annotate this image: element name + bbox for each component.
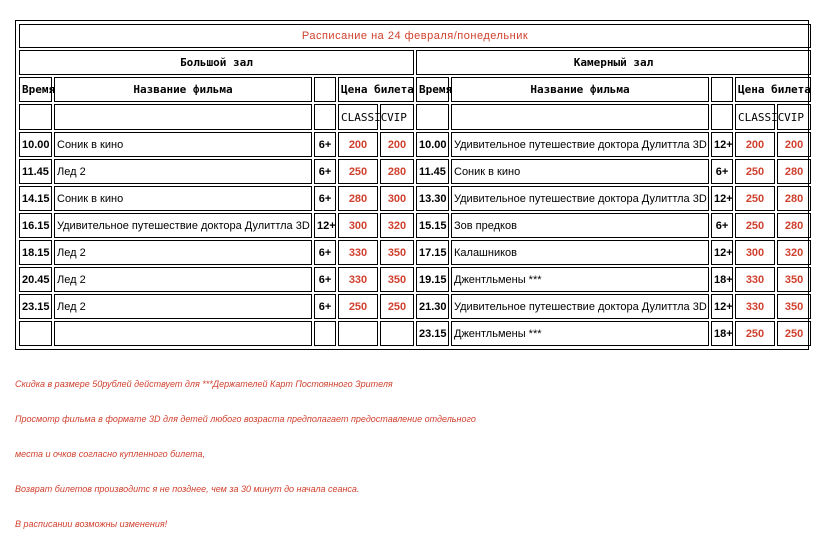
table-row xyxy=(19,321,811,346)
film-title: Калашников xyxy=(451,240,709,265)
price-vip: 280 xyxy=(777,159,811,184)
price-classic: 250 xyxy=(735,186,775,211)
note-text: места и очков согласно купленного билета, xyxy=(15,449,206,459)
price-classic: 250 xyxy=(338,294,378,319)
session-time: 10.00 xyxy=(19,132,52,157)
film-title xyxy=(54,321,312,346)
price-vip: 250 xyxy=(380,294,414,319)
table-row xyxy=(19,132,811,157)
film-title: Удивительное путешествие доктора Дулиттла 3D xyxy=(451,294,709,319)
price-vip: 200 xyxy=(777,132,811,157)
subheader-vip: VIP xyxy=(380,104,414,130)
table-row xyxy=(19,159,811,184)
price-classic: 250 xyxy=(735,321,775,346)
film-title: Лед 2 xyxy=(54,240,312,265)
age-rating: 6+ xyxy=(314,186,336,211)
film-title: Джентльмены *** xyxy=(451,267,709,292)
price-vip: 350 xyxy=(777,267,811,292)
header-time: Время xyxy=(19,77,52,102)
price-classic: 330 xyxy=(338,240,378,265)
price-classic: 250 xyxy=(338,159,378,184)
price-classic: 280 xyxy=(338,186,378,211)
session-time: 14.15 xyxy=(19,186,52,211)
price-classic xyxy=(338,321,378,346)
price-classic: 200 xyxy=(338,132,378,157)
film-title: Лед 2 xyxy=(54,159,312,184)
price-vip: 350 xyxy=(777,294,811,319)
price-vip: 250 xyxy=(777,321,811,346)
session-time: 17.15 xyxy=(416,240,449,265)
notes-block xyxy=(15,374,805,549)
film-title: Соник в кино xyxy=(54,132,312,157)
table-row xyxy=(19,186,811,211)
age-rating: 6+ xyxy=(314,132,336,157)
subheader-empty xyxy=(19,104,52,130)
price-vip: 280 xyxy=(777,213,811,238)
age-rating: 12+ xyxy=(314,213,336,238)
age-rating: 12+ xyxy=(711,240,733,265)
film-title: Соник в кино xyxy=(54,186,312,211)
table-row xyxy=(19,213,811,238)
schedule-grid xyxy=(17,22,813,348)
price-vip: 320 xyxy=(380,213,414,238)
schedule-title: Расписание на 24 февраля/понедельник xyxy=(19,24,811,48)
header-film: Название фильма xyxy=(54,77,312,102)
subheader-classic: CLASSIC xyxy=(338,104,378,130)
session-time: 23.15 xyxy=(19,294,52,319)
subheader-vip: VIP xyxy=(777,104,811,130)
price-classic: 200 xyxy=(735,132,775,157)
age-rating: 6+ xyxy=(314,294,336,319)
schedule-table xyxy=(15,20,809,350)
price-classic: 330 xyxy=(735,267,775,292)
header-price: Цена билета xyxy=(735,77,811,102)
subheader-empty xyxy=(54,104,312,130)
session-time: 11.45 xyxy=(19,159,52,184)
session-time: 20.45 xyxy=(19,267,52,292)
session-time: 19.15 xyxy=(416,267,449,292)
price-vip: 280 xyxy=(380,159,414,184)
age-rating: 12+ xyxy=(711,132,733,157)
session-time: 15.15 xyxy=(416,213,449,238)
session-time: 13.30 xyxy=(416,186,449,211)
age-rating: 18+ xyxy=(711,321,733,346)
session-time: 10.00 xyxy=(416,132,449,157)
price-classic: 300 xyxy=(338,213,378,238)
session-time: 11.45 xyxy=(416,159,449,184)
age-rating: 6+ xyxy=(711,159,733,184)
price-vip: 280 xyxy=(777,186,811,211)
film-title: Лед 2 xyxy=(54,294,312,319)
header-price: Цена билета xyxy=(338,77,414,102)
age-rating xyxy=(314,321,336,346)
price-vip: 350 xyxy=(380,267,414,292)
film-title: Зов предков xyxy=(451,213,709,238)
header-film: Название фильма xyxy=(451,77,709,102)
price-vip: 350 xyxy=(380,240,414,265)
price-vip: 200 xyxy=(380,132,414,157)
film-title: Удивительное путешествие доктора Дулиттла 3D xyxy=(451,186,709,211)
header-time: Время xyxy=(416,77,449,102)
age-rating: 12+ xyxy=(711,294,733,319)
subheader-empty xyxy=(416,104,449,130)
age-rating: 6+ xyxy=(314,159,336,184)
hall-name-big: Большой зал xyxy=(19,50,414,75)
price-classic: 300 xyxy=(735,240,775,265)
price-vip: 320 xyxy=(777,240,811,265)
session-time xyxy=(19,321,52,346)
hall-name-chamber: Камерный зал xyxy=(416,50,811,75)
header-age xyxy=(711,77,733,102)
table-row xyxy=(19,267,811,292)
price-vip xyxy=(380,321,414,346)
age-rating: 6+ xyxy=(314,240,336,265)
table-row xyxy=(19,240,811,265)
note-text: В расписании возможны изменения! xyxy=(15,519,168,529)
price-classic: 330 xyxy=(338,267,378,292)
price-classic: 330 xyxy=(735,294,775,319)
session-time: 23.15 xyxy=(416,321,449,346)
note-text: Просмотр фильма в формате 3D для детей любого возраста предполагает предоставление отдельного xyxy=(15,414,476,424)
subheader-empty xyxy=(711,104,733,130)
film-title: Лед 2 xyxy=(54,267,312,292)
price-classic: 250 xyxy=(735,159,775,184)
film-title: Удивительное путешествие доктора Дулиттла 3D xyxy=(451,132,709,157)
age-rating: 6+ xyxy=(314,267,336,292)
age-rating: 6+ xyxy=(711,213,733,238)
age-rating: 18+ xyxy=(711,267,733,292)
film-title: Удивительное путешествие доктора Дулиттла 3D xyxy=(54,213,312,238)
price-vip: 300 xyxy=(380,186,414,211)
age-rating: 12+ xyxy=(711,186,733,211)
note-text: Возврат билетов производитс я не позднее, чем за 30 минут до начала сеанса. xyxy=(15,484,360,494)
film-title: Соник в кино xyxy=(451,159,709,184)
subheader-empty xyxy=(314,104,336,130)
price-classic: 250 xyxy=(735,213,775,238)
header-age xyxy=(314,77,336,102)
session-time: 21.30 xyxy=(416,294,449,319)
table-row xyxy=(19,294,811,319)
subheader-empty xyxy=(451,104,709,130)
session-time: 18.15 xyxy=(19,240,52,265)
session-time: 16.15 xyxy=(19,213,52,238)
note-text: Скидка в размере 50рублей действует для ***Держателей Карт Постоянного Зрителя xyxy=(15,379,393,389)
subheader-classic: CLASSIC xyxy=(735,104,775,130)
film-title: Джентльмены *** xyxy=(451,321,709,346)
